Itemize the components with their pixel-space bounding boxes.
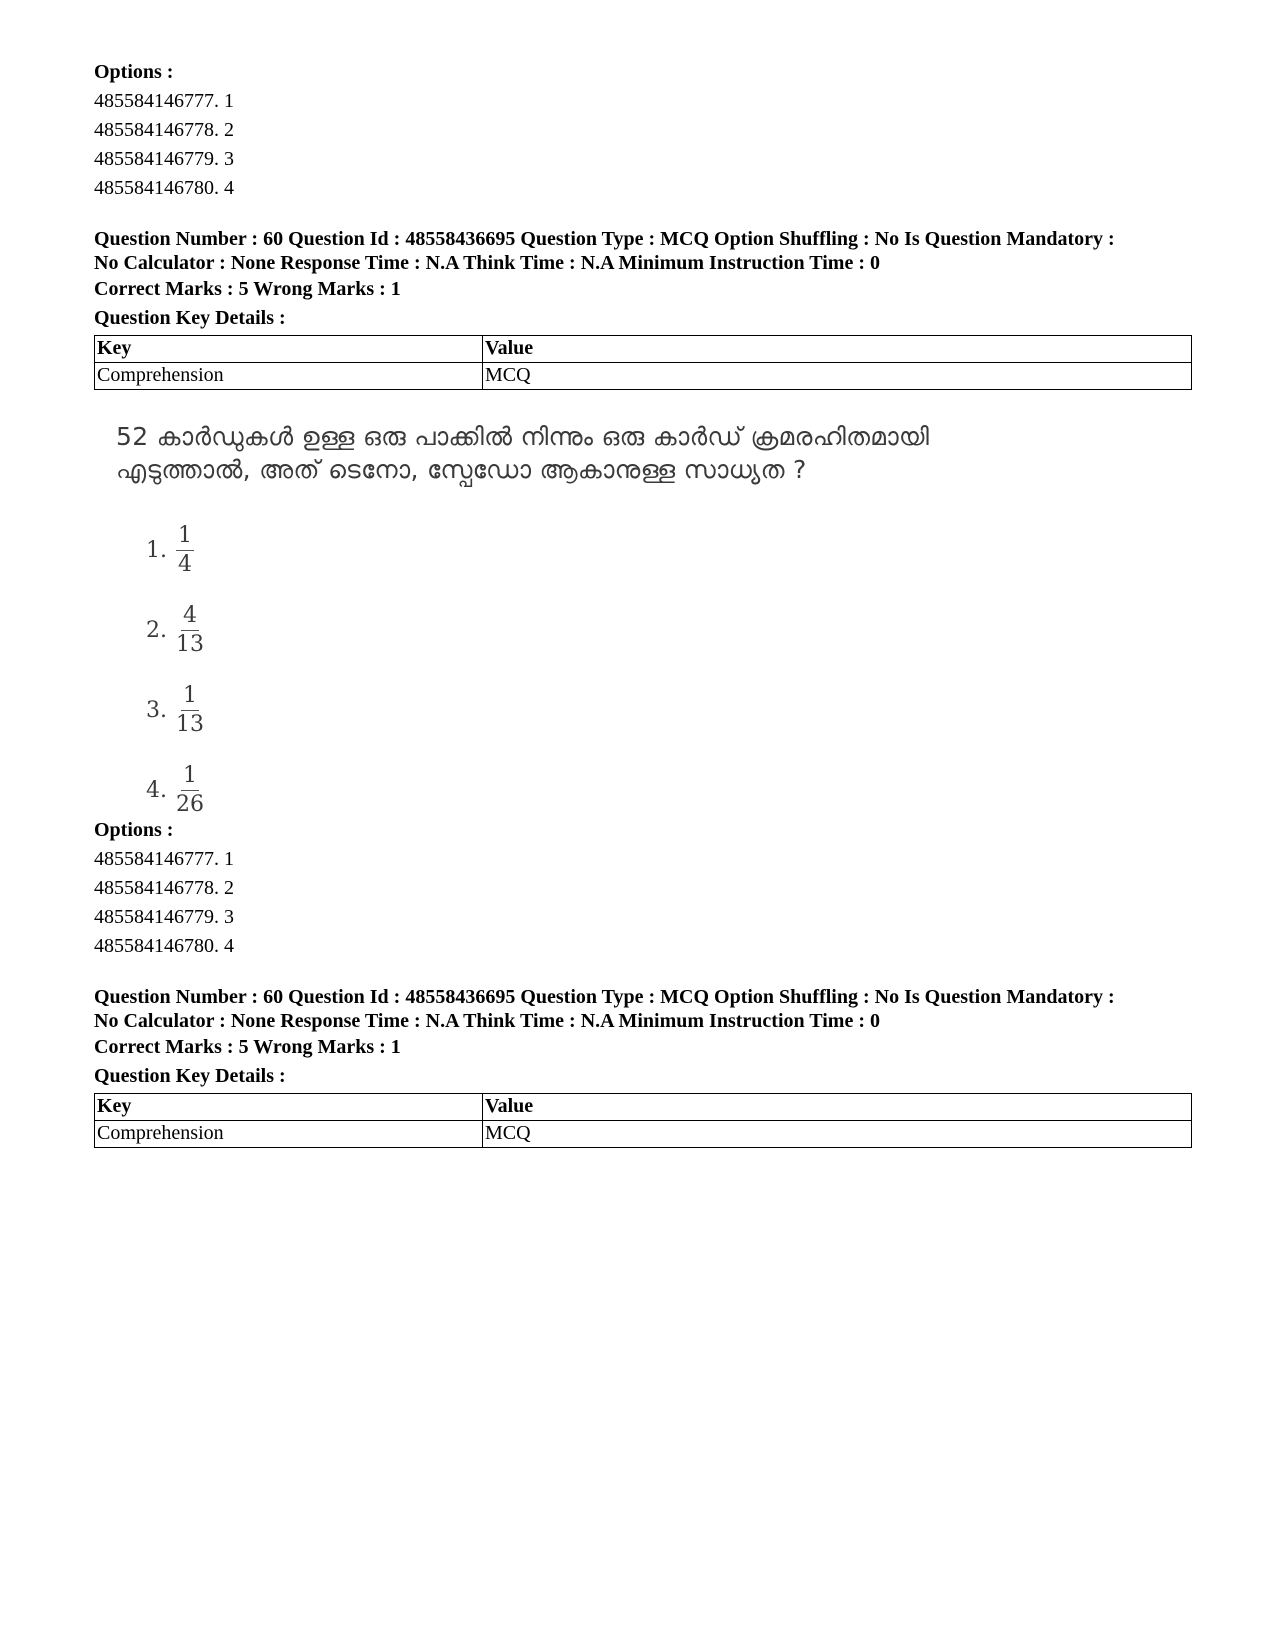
fraction-numerator: 1 [181, 764, 199, 791]
table-row [95, 1121, 1192, 1148]
options-block-bottom [94, 816, 1194, 961]
choice-item [146, 750, 1076, 830]
key-details-table [94, 335, 1192, 390]
options-block-top [94, 58, 1194, 203]
table-header-value: Value [483, 336, 1192, 363]
option-item: 485584146779. 3 [94, 148, 234, 170]
table-cell-value: MCQ [483, 363, 1192, 390]
table-cell-value: MCQ [483, 1121, 1192, 1148]
choice-item [146, 670, 1076, 750]
table-cell-key: Comprehension [95, 363, 483, 390]
table-header-key: Key [95, 336, 483, 363]
question-meta-block-2 [94, 985, 1194, 1148]
marks-line: Correct Marks : 5 Wrong Marks : 1 [94, 278, 401, 300]
choice-fraction [176, 604, 204, 657]
fraction-denominator: 26 [176, 791, 204, 817]
question-meta-line-2: No Calculator : None Response Time : N.A Think Time : N.A Minimum Instruction Time : 0 [94, 1010, 880, 1032]
choice-number: 3. [146, 697, 167, 723]
question-meta-line-2: No Calculator : None Response Time : N.A Think Time : N.A Minimum Instruction Time : 0 [94, 252, 880, 274]
question-meta-line-1: Question Number : 60 Question Id : 48558436695 Question Type : MCQ Option Shuffling : No Is Question Mandatory : [94, 986, 1115, 1008]
table-header-key: Key [95, 1094, 483, 1121]
choice-number: 4. [146, 777, 167, 803]
option-item: 485584146780. 4 [94, 935, 234, 957]
choice-number: 2. [146, 617, 167, 643]
options-label: Options : [94, 819, 174, 841]
question-text-line-2: എടുത്താൽ, അത് ടെനോ, സ്പേഡോ ആകാനുള്ള സാധ്യത ? [116, 455, 807, 484]
key-details-label: Question Key Details : [94, 307, 286, 329]
choice-item [146, 510, 1076, 590]
key-details-table [94, 1093, 1192, 1148]
option-item: 485584146778. 2 [94, 877, 234, 899]
question-text-line-1: 52 കാർഡുകൾ ഉള്ള ഒരു പാക്കിൽ നിന്നും ഒരു കാർഡ് ക്രമരഹിതമായി [116, 422, 930, 451]
question-meta-line-1: Question Number : 60 Question Id : 48558436695 Question Type : MCQ Option Shuffling : No Is Question Mandatory : [94, 228, 1115, 250]
question-image [116, 420, 1076, 817]
fraction-denominator: 4 [178, 551, 192, 577]
choice-item [146, 590, 1076, 670]
document-page [94, 58, 1194, 1148]
option-item: 485584146779. 3 [94, 906, 234, 928]
fraction-numerator: 4 [181, 604, 199, 631]
choice-fraction [176, 524, 194, 577]
option-item: 485584146777. 1 [94, 90, 234, 112]
fraction-denominator: 13 [176, 631, 204, 657]
key-details-label: Question Key Details : [94, 1065, 286, 1087]
question-meta-block [94, 227, 1194, 390]
fraction-numerator: 1 [176, 524, 194, 551]
option-item: 485584146778. 2 [94, 119, 234, 141]
options-label: Options : [94, 61, 174, 83]
choice-fraction [176, 684, 204, 737]
option-item: 485584146777. 1 [94, 848, 234, 870]
table-cell-key: Comprehension [95, 1121, 483, 1148]
option-item: 485584146780. 4 [94, 177, 234, 199]
table-header-row [95, 336, 1192, 363]
table-row [95, 363, 1192, 390]
fraction-numerator: 1 [181, 684, 199, 711]
choice-list [146, 510, 1076, 830]
choice-fraction [176, 764, 204, 817]
marks-line: Correct Marks : 5 Wrong Marks : 1 [94, 1036, 401, 1058]
fraction-denominator: 13 [176, 711, 204, 737]
table-header-value: Value [483, 1094, 1192, 1121]
table-header-row [95, 1094, 1192, 1121]
choice-number: 1. [146, 537, 167, 563]
